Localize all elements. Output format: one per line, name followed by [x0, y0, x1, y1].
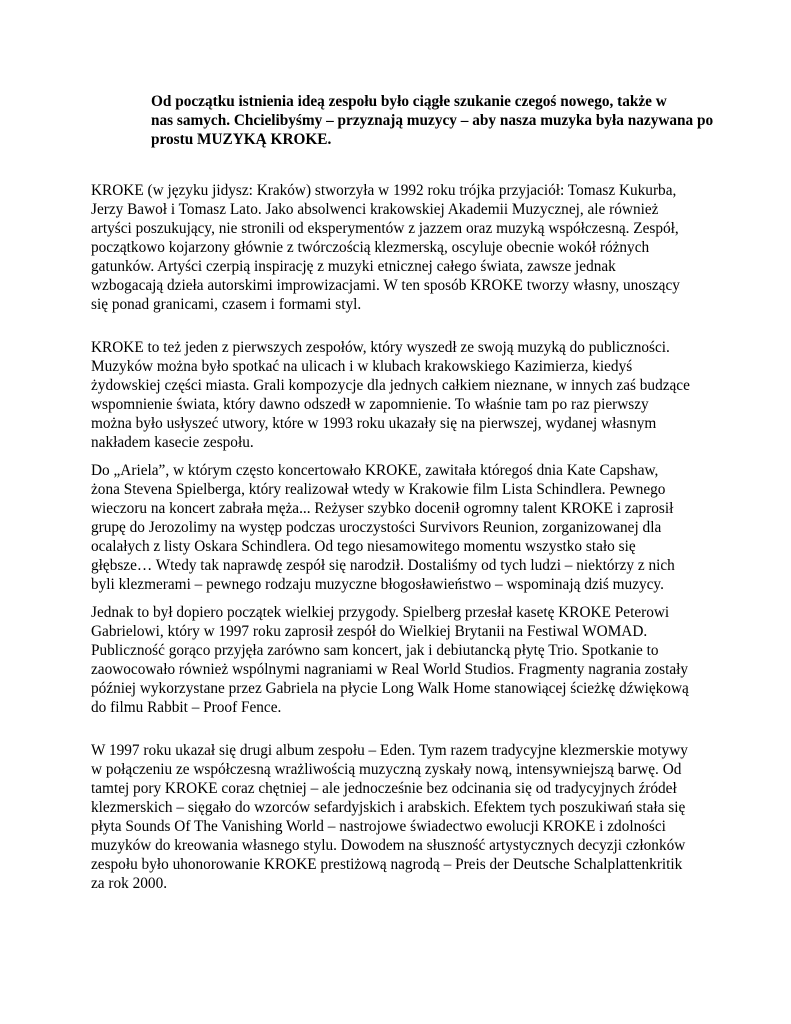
text-line: za rok 2000.: [91, 875, 168, 892]
text-line: byli klezmerami – pewnego rodzaju muzyczne błogosławieństwo – wspominają dziś muzycy.: [91, 576, 664, 593]
text-line: grupę do Jerozolimy na występ podczas uroczystości Survivors Reunion, zorganizowanej dla: [91, 519, 662, 536]
paragraph-ariel: [91, 461, 716, 594]
text-line: do filmu Rabbit – Proof Fence.: [91, 699, 282, 716]
text-line: żona Stevena Spielberga, który realizował wtedy w Krakowie film Lista Schindlera. Pewnego: [91, 481, 666, 498]
text-line: gatunków. Artyści czerpią inspirację z muzyki etnicznej całego świata, zawsze jednak: [91, 258, 616, 275]
text-line: klezmerskich – sięgało do wzorców sefardyjskich i arabskich. Efektem tych poszukiwań stała się: [91, 799, 686, 816]
lead-line: nas samych. Chcielibyśmy – przyznają muzycy – aby nasza muzyka była nazywana po: [151, 112, 714, 129]
text-line: ocalałych z listy Oskara Schindlera. Od tego niesamowitego momentu wszystko stało się: [91, 538, 636, 555]
text-line: W 1997 roku ukazał się drugi album zespołu – Eden. Tym razem tradycyjne klezmerskie motywy: [91, 742, 688, 759]
text-line: wspomnienie świata, który dawno odszedł w zapomnienie. To właśnie tam po raz pierwszy: [91, 396, 649, 413]
text-line: nakładem kasecie zespołu.: [91, 434, 254, 451]
lead-paragraph: [91, 92, 716, 149]
paragraph-history: [91, 181, 716, 314]
text-line: Jerzy Bawoł i Tomasz Lato. Jako absolwenci krakowskiej Akademii Muzycznej, ale również: [91, 201, 659, 218]
lead-line: prostu MUZYKĄ KROKE.: [151, 131, 332, 148]
paragraph-eden: [91, 741, 716, 893]
text-line: początkowo kojarzony głównie z twórczością klezmerską, oscyluje obecnie wokół różnych: [91, 239, 650, 256]
text-line: Muzyków można było spotkać na ulicach i w klubach krakowskiego Kazimierza, kiedyś: [91, 358, 633, 375]
text-line: tamtej pory KROKE coraz chętniej – ale jednocześnie bez odcinania się od tradycyjnych źródeł: [91, 780, 677, 797]
text-line: KROKE to też jeden z pierwszych zespołów, który wyszedł ze swoją muzyką do publiczności.: [91, 339, 670, 356]
text-line: Jednak to był dopiero początek wielkiej przygody. Spielberg przesłał kasetę KROKE Peterowi: [91, 604, 670, 621]
text-line: zespołu było uhonorowanie KROKE prestiżową nagrodą – Preis der Deutsche Schalplattenkritik: [91, 856, 683, 873]
text-line: wieczoru na koncert zabrała męża... Reżyser szybko docenił ogromny talent KROKE i zaprosił: [91, 500, 674, 517]
text-line: głębsze… Wtedy tak naprawdę zespół się narodził. Dostaliśmy od tych ludzi – niektórzy z nich: [91, 557, 675, 574]
text-line: się ponad granicami, czasem i formami styl.: [91, 296, 362, 313]
text-line: można było usłyszeć utwory, które w 1993 roku ukazały się na pierwszej, wydanej własnym: [91, 415, 657, 432]
text-line: płyta Sounds Of The Vanishing World – nastrojowe świadectwo ewolucji KROKE i zdolności: [91, 818, 666, 835]
text-line: Do „Ariela”, w którym często koncertowało KROKE, zawitała któregoś dnia Kate Capshaw,: [91, 462, 659, 479]
paragraph-kazimierz: [91, 338, 716, 452]
text-line: później wykorzystane przez Gabriela na płycie Long Walk Home stanowiącej ścieżkę dźwiękową: [91, 680, 689, 697]
text-line: muzyków do kreowania własnego stylu. Dowodem na słuszność artystycznych decyzji członków: [91, 837, 686, 854]
text-line: wzbogacają dzieła autorskimi improwizacjami. W ten sposób KROKE tworzy własny, unoszący: [91, 277, 680, 294]
lead-line: Od początku istnienia ideą zespołu było ciągłe szukanie czegoś nowego, także w: [151, 93, 667, 110]
text-line: Gabrielowi, który w 1997 roku zaprosił zespół do Wielkiej Brytanii na Festiwal WOMAD.: [91, 623, 648, 640]
text-line: zaowocowało również wspólnymi nagraniami w Real World Studios. Fragmenty nagrania zostały: [91, 661, 689, 678]
text-line: Publiczność gorąco przyjęła zarówno sam koncert, jak i debiutancką płytę Trio. Spotkanie to: [91, 642, 659, 659]
text-line: artyści poszukujący, nie stronili od eksperymentów z jazzem oraz muzyką współczesną. Zespół,: [91, 220, 679, 237]
text-line: żydowskiej części miasta. Grali kompozycje dla jednych całkiem nieznane, w innych zaś budzące: [91, 377, 690, 394]
document-page: [91, 0, 716, 1024]
text-line: w połączeniu ze współczesną wrażliwością muzyczną zyskały nową, intensywniejszą barwę. Od: [91, 761, 682, 778]
paragraph-womad: [91, 603, 716, 717]
text-line: KROKE (w języku jidysz: Kraków) stworzyła w 1992 roku trójka przyjaciół: Tomasz Kukurba,: [91, 182, 677, 199]
